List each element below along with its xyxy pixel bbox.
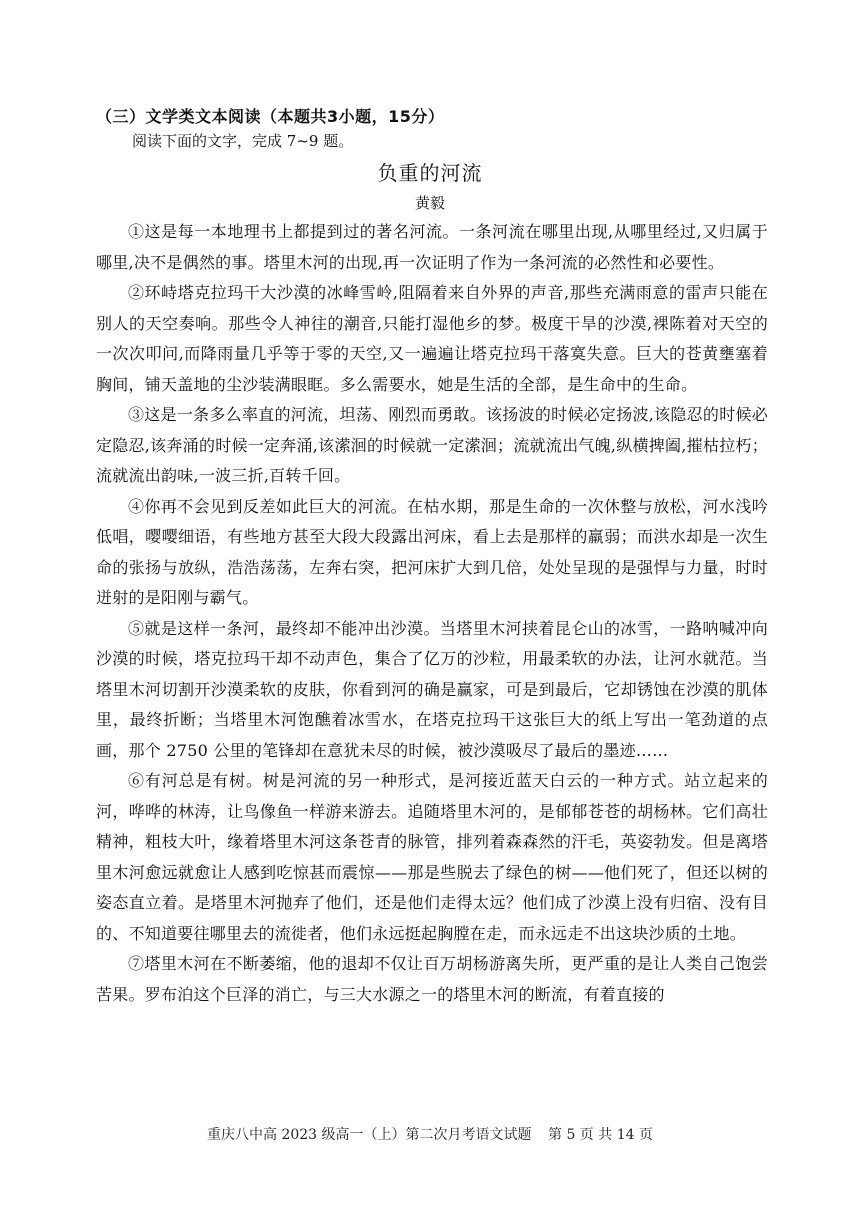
paragraph-5: ⑤就是这样一条河，最终却不能冲出沙漠。当塔里木河挟着昆仑山的冰雪，一路呐喊冲向沙漠的时候，塔克拉玛干却不动声色，集合了亿万的沙粒，用最柔软的办法，让河水就范。当塔里木河切割开沙漠柔软的皮肤，你看到河的确是赢家，可是到最后，它却锈蚀在沙漠的肌体里，最终折断；当塔里木河饱醮着冰雪水，在塔克拉玛干这张巨大的纸上写出一笔劲道的点画，那个 2750 公里的笔锋却在意犹未尽的时候，被沙漠吸尽了最后的墨迹…… bbox=[96, 618, 768, 760]
page-number: 第 5 页 共 14 页 bbox=[548, 1127, 653, 1143]
article-body bbox=[96, 217, 768, 1010]
paragraph-4: ④你再不会见到反差如此巨大的河流。在枯水期，那是生命的一次休整与放松，河水浅吟低唱，嘤嘤细语，有些地方甚至大段大段露出河床，看上去是那样的羸弱；而洪水却是一次生命的张扬与放纵，浩浩荡荡，左奔右突，把河床扩大到几倍，处处呈现的是强悍与力量，时时迸射的是阳刚与霸气。 bbox=[96, 496, 768, 607]
reading-instruction: 阅读下面的文字，完成 7~9 题。 bbox=[132, 132, 354, 150]
page-footer bbox=[0, 1124, 860, 1144]
paragraph-7: ⑦塔里木河在不断萎缩，他的退却不仅让百万胡杨游离失所，更严重的是让人类自己饱尝苦果。罗布泊这个巨泽的消亡，与三大水源之一的塔里木河的断流，有着直接的 bbox=[96, 954, 768, 1004]
exam-title-footer: 重庆八中高 2023 级高一（上）第二次月考语文试题 bbox=[207, 1127, 532, 1143]
paragraph-1: ①这是每一本地理书上都提到过的著名河流。一条河流在哪里出现,从哪里经过,又归属于哪里,决不是偶然的事。塔里木河的出现,再一次证明了作为一条河流的必然性和必要性。 bbox=[96, 222, 768, 272]
paragraph-6: ⑥有河总是有树。树是河流的另一种形式，是河接近蓝天白云的一种方式。站立起来的河，哗哗的林涛，让鸟像鱼一样游来游去。追随塔里木河的，是郁郁苍苍的胡杨林。它们高壮精神，粗枝大叶，缘着塔里木河这条苍青的脉管，排列着森森然的汗毛，英姿勃发。但是离塔里木河愈远就愈让人感到吃惊甚而震惊——那是些脱去了绿色的树——他们死了，但还以树的姿态直立着。是塔里木河抛弃了他们，还是他们走得太远？他们成了沙漠上没有归宿、没有目的、不知道要往哪里去的流徙者，他们永远挺起胸膛在走，而永远走不出这块沙质的土地。 bbox=[96, 771, 768, 943]
article-title: 负重的河流 bbox=[377, 161, 483, 185]
section-heading: （三）文学类文本阅读（本题共3小题，15分） bbox=[96, 107, 445, 126]
paragraph-2: ②环峙塔克拉玛干大沙漠的冰峰雪岭,阻隔着来自外界的声音,那些充满雨意的雷声只能在别人的天空奏响。那些令人神往的潮音,只能打湿他乡的梦。极度干旱的沙漠,裸陈着对天空的一次次叩问,而降雨量几乎等于零的天空,又一遍遍让塔克拉玛干落寞失意。巨大的苍黄壅塞着胸间，铺天盖地的尘沙装满眼眶。多么需要水，她是生活的全部，是生命中的生命。 bbox=[96, 283, 768, 394]
article-author: 黄毅 bbox=[414, 194, 445, 212]
paragraph-3: ③这是一条多么率直的河流，坦荡、刚烈而勇敢。该扬波的时候必定扬波,该隐忍的时候必定隐忍,该奔涌的时候一定奔涌,该潆洄的时候就一定潆洄；流就流出气魄,纵横捭阖,摧枯拉朽；流就流出韵味,一波三折,百转千回。 bbox=[96, 405, 768, 485]
